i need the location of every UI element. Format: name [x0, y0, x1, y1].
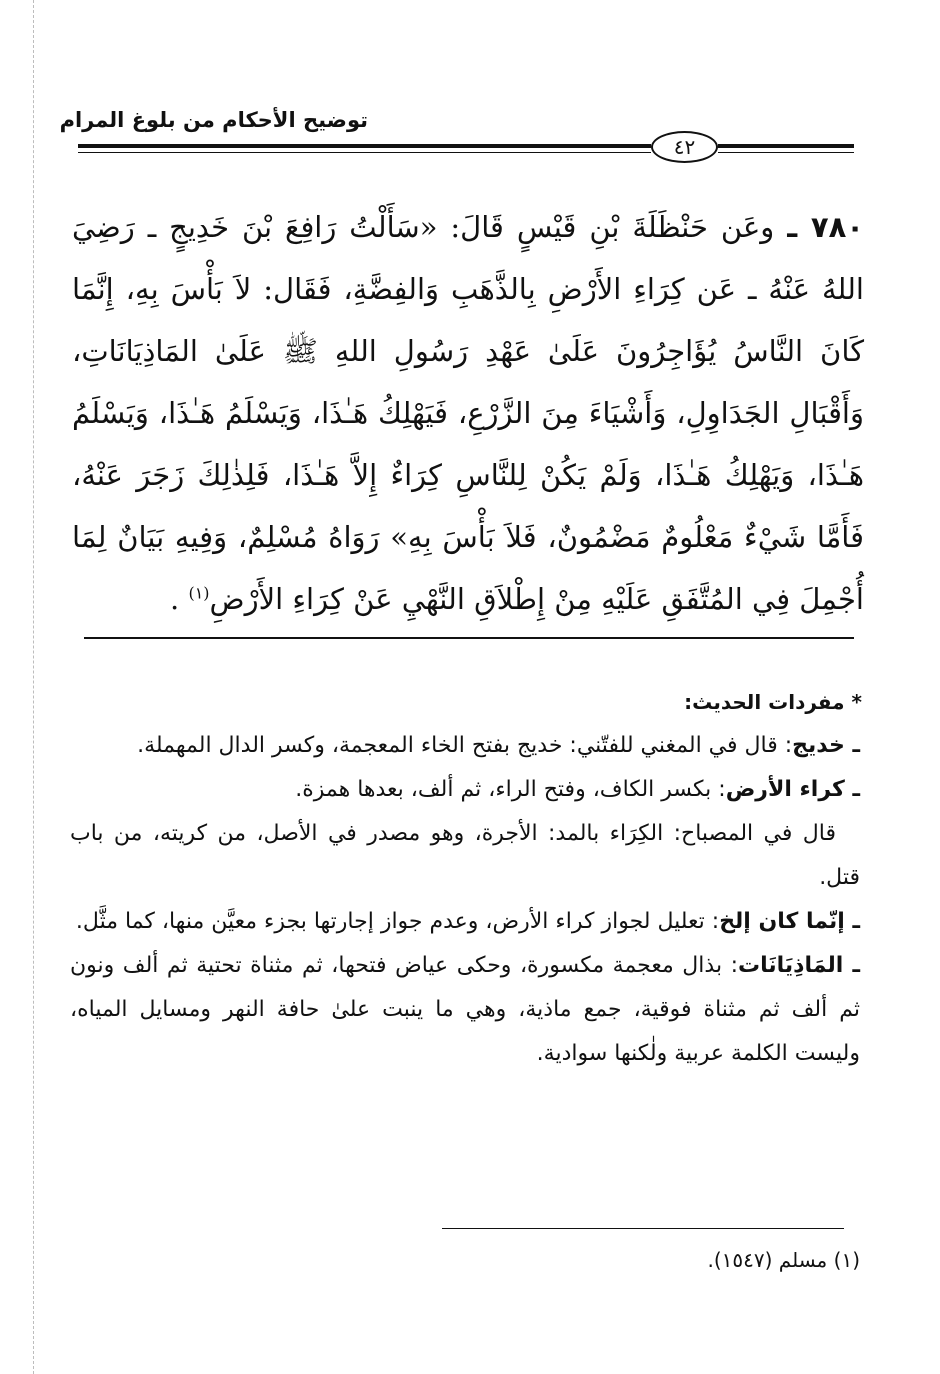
footnote: (١) مسلم (١٥٤٧).	[707, 1248, 860, 1272]
vocabulary-heading: * مفردات الحديث:	[684, 690, 862, 714]
hadith-body: وعَن حَنْظَلَةَ بْنِ قَيْسٍ قَالَ: «سَأَلْتُ رَافِعَ بْنَ خَدِيجٍ ـ رَضِيَ اللهُ عَنْهُ ـ عَن كِرَاءِ الأَرْضِ بِالذَّهَبِ وَالفِضَّةِ، فَقَال: لاَ بَأْسَ بِهِ، إِنَّمَا كَانَ النَّاسُ يُؤَاجِرُونَ عَلَىٰ عَهْدِ رَسُولِ اللهِ ﷺ عَلَىٰ المَاذِيَانَاتِ، وَأَقْبَالِ الجَدَاوِلِ، وَأَشْيَاءَ مِنَ الزَّرْعِ، فَيَهْلِكُ هَـٰذَا، وَيَسْلَمُ هَـٰذَا، وَيَسْلَمُ هَـٰذَا، وَيَهْلِكُ هَـٰذَا، وَلَمْ يَكُنْ لِلنَّاسِ كِرَاءٌ إِلاَّ هَـٰذَا، فَلِذٰلِكَ زَجَرَ عَنْهُ، فَأَمَّا شَيْءٌ مَعْلُومٌ مَضْمُونٌ، فَلاَ بَأْسَ بِهِ» رَوَاهُ مُسْلِمٌ، وَفِيهِ بَيَانٌ لِمَا أُجْمِلَ فِي المُتَّفَقِ عَلَيْهِ مِنْ إِطْلاَقِ النَّهْيِ عَنْ كِرَاءِ الأَرْضِ	[72, 210, 864, 616]
hadith-end: .	[170, 582, 189, 616]
vocabulary-definition: : بذال معجمة مكسورة، وحكى عياض فتحها، ثم مثناة تحتية ثم ألف ونون ثم ألف ثم مثناة فوقية، جمع ماذية، وهي ما ينبت علىٰ حافة النهر ومسايل المياه، وليست الكلمة عربية ولٰكنها سوادية.	[70, 953, 860, 1066]
footnote-rule	[442, 1228, 844, 1229]
book-title: توضيح الأحكام من بلوغ المرام	[59, 108, 368, 132]
vocabulary-term: ـ كراء الأرض	[725, 777, 860, 802]
vocabulary-term: ـ إنّما كان إلخ	[719, 909, 860, 934]
header-rule-left	[78, 144, 651, 148]
vocabulary-list	[70, 724, 860, 1076]
vocabulary-item	[70, 812, 860, 900]
vocabulary-item	[70, 768, 860, 812]
vocabulary-term: ـ المَاذِيَانَات	[738, 953, 860, 978]
page-number: ٤٢	[651, 131, 718, 163]
vocabulary-item	[70, 724, 860, 768]
header-rule-right	[718, 144, 854, 148]
vocabulary-definition: قال في المصباح: الكِرَاء بالمد: الأجرة، وهو مصدر في الأصل، من كريته، من باب قتل.	[70, 821, 860, 890]
vocabulary-definition: : قال في المغني للفتّني: خديج بفتح الخاء المعجمة، وكسر الدال المهملة.	[137, 733, 793, 758]
vocabulary-term: ـ خديج	[792, 733, 860, 758]
vocabulary-definition: : تعليل لجواز كراء الأرض، وعدم جواز إجارتها بجزء معيَّن منها، كما مثَّل.	[75, 909, 720, 934]
margin-guide-line	[33, 0, 34, 1374]
footnote-reference: (١)	[188, 583, 210, 603]
hadith-text-block	[72, 196, 864, 630]
vocabulary-item	[70, 944, 860, 1076]
vocabulary-item	[70, 900, 860, 944]
vocabulary-definition: : بكسر الكاف، وفتح الراء، ثم ألف، بعدها همزة.	[295, 777, 726, 802]
hadith-number: ٧٨٠ ـ	[787, 210, 865, 244]
section-divider	[84, 637, 854, 639]
